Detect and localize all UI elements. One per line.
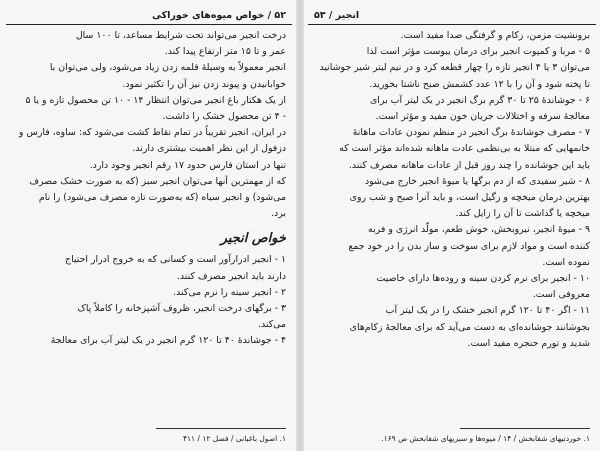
text-line: عمر و تا ۱۵ متر ارتفاع پیدا کند. — [164, 46, 286, 58]
text-line: بجوشانند جوشانده‌ای به دست می‌آید که برای معالجهٔ زکام‌های — [349, 321, 590, 333]
text-line: کننده است و مواد لازم برای سوخت و ساز بدن را در خود جمع — [348, 240, 590, 252]
text-line: ۳ - برگهای درخت انجیر، ظروف آشپزخانه را کاملاً پاک — [77, 303, 286, 315]
text-line: درخت انجیر می‌تواند تحت شرایط مساعد، تا ۱۰۰ سال — [75, 30, 286, 41]
book-gutter — [296, 0, 304, 451]
text-line: ۴ - جوشاندهٔ ۴۰ تا ۱۲۰ گرم انجیر در یک لیتر آب برای معالجهٔ — [50, 335, 286, 347]
section-heading: خواص انجیر — [220, 231, 286, 247]
text-line: شدید و تورم حنجره مفید است. — [467, 337, 590, 349]
text-line: باید این جوشانده را چند روز قبل از عادات ماهانه مصرف کنند. — [348, 159, 590, 171]
text-line: در ایران، انجیر تقریباً در تمام نقاط کشت می‌شود که: ساوه، فارس و — [18, 127, 286, 139]
text-line: خانمهایی که مبتلا به بی‌نظمی عادت ماهانه شده‌اند مؤثر است که — [339, 143, 590, 155]
text-line: دزفول از این نظر اهمیت بیشتری دارند. — [132, 143, 286, 155]
text-line: می‌شود) و انجیر سیاه (که به‌صورت تازه مصرف می‌شود) را نام — [38, 192, 286, 204]
text-line: دارند باید انجیر مصرف کنند. — [176, 270, 286, 282]
text-line: نموده است. — [542, 256, 590, 268]
right-page — [308, 0, 596, 451]
text-line: میخچه یا گذاشت تا آن را زایل کند. — [455, 208, 590, 220]
text-line: می‌کند. — [257, 319, 286, 331]
text-line: برونشیت مزمن، زکام و گرفتگی صدا مفید است. — [400, 30, 590, 41]
text-line: برد. — [271, 208, 286, 220]
text-line: خوابانیدن و پیوند زدن نیز آن را تکثیر نمود. — [122, 78, 286, 90]
text-line: معالجهٔ سرفه و اختلالات جریان خون مفید و مؤثر است. — [375, 111, 590, 123]
text-line: ۱۰ - انجیر برای نرم کردن سینه و روده‌ها دارای خاصیت — [376, 273, 590, 285]
footnote-rule — [156, 428, 286, 429]
text-line: ۸ - شیر سفیدی که از دم برگها یا میوهٔ انجیر خارج می‌شود — [364, 175, 590, 187]
running-header — [308, 6, 596, 25]
page-body — [316, 28, 590, 421]
text-line: تنها در استان فارس حدود ۱۷ رقم انجیر وجود دارد. — [89, 159, 286, 171]
text-line: انجیر معمولاً به وسیلهٔ قلمه زدن زیاد می‌شود، ولی می‌توان با — [49, 62, 286, 74]
text-line: بهترین درمان میخچه و زگیل است، و باید آنرا صبح و شب روی — [349, 192, 590, 204]
text-line: - ۴ تن محصول خشک را داشت. — [162, 111, 286, 123]
text-line: تا پخته شود و آن را با ۱۲ عدد کشمش صبح ناشتا بخورید. — [369, 78, 590, 90]
text-line: ۷ - مصرف جوشاندهٔ برگ انجیر در منظم نمودن عادات ماهانهٔ — [352, 127, 590, 139]
running-header — [6, 6, 292, 25]
page-body — [14, 28, 286, 421]
text-line: که از مهمترین آنها می‌توان انجیر سبز (که به صورت خشک مصرف — [29, 175, 286, 187]
footnote-rule — [460, 428, 590, 429]
text-line: می‌توان ۳ یا ۴ انجیر تازه را چهار قطعه کرد و در نیم لیتر شیر جوشانید — [319, 62, 590, 74]
text-line: معروفی است. — [532, 289, 590, 301]
text-line: ۱ - انجیر ادرارآور است و کسانی که به خروج ادرار احتیاج — [65, 254, 286, 266]
footnote: ۱. اصول باغبانی / فصل ۱۲ / ۴۱۱ — [182, 434, 286, 443]
text-line: ۵ - مربا و کمپوت انجیر برای درمان یبوست مؤثر است لذا — [366, 46, 590, 58]
footnote: ۱. خوردنیهای شفابخش / ۱۴ / میوه‌ها و سبزیهای شفابخش ص ۱۶۹. — [381, 434, 590, 443]
text-line: ۹ - میوهٔ انجیر، نیروبخش، خوش طعم، مولّد انرژی و فربه — [368, 224, 590, 236]
text-line: از یک هکتار باغ انجیر می‌توان انتظار ۱۴ - ۱۰ تن محصول تازه و یا ۵ — [25, 94, 286, 106]
text-line: ۲ - انجیر سینه را نرم می‌کند. — [173, 286, 286, 298]
left-page — [6, 0, 292, 451]
header-text: انجیر / ۵۳ — [314, 9, 360, 21]
text-line: ۶ - جوشاندهٔ ۲۵ تا ۳۰ گرم برگ انجیر در یک لیتر آب برای — [369, 94, 590, 106]
text-line: ۱۱ - اگر ۴۰ تا ۱۲۰ گرم انجیر خشک را در یک لیتر آب — [385, 305, 590, 317]
header-text: ۵۲ / خواص میوه‌های خوراکی — [152, 9, 286, 21]
